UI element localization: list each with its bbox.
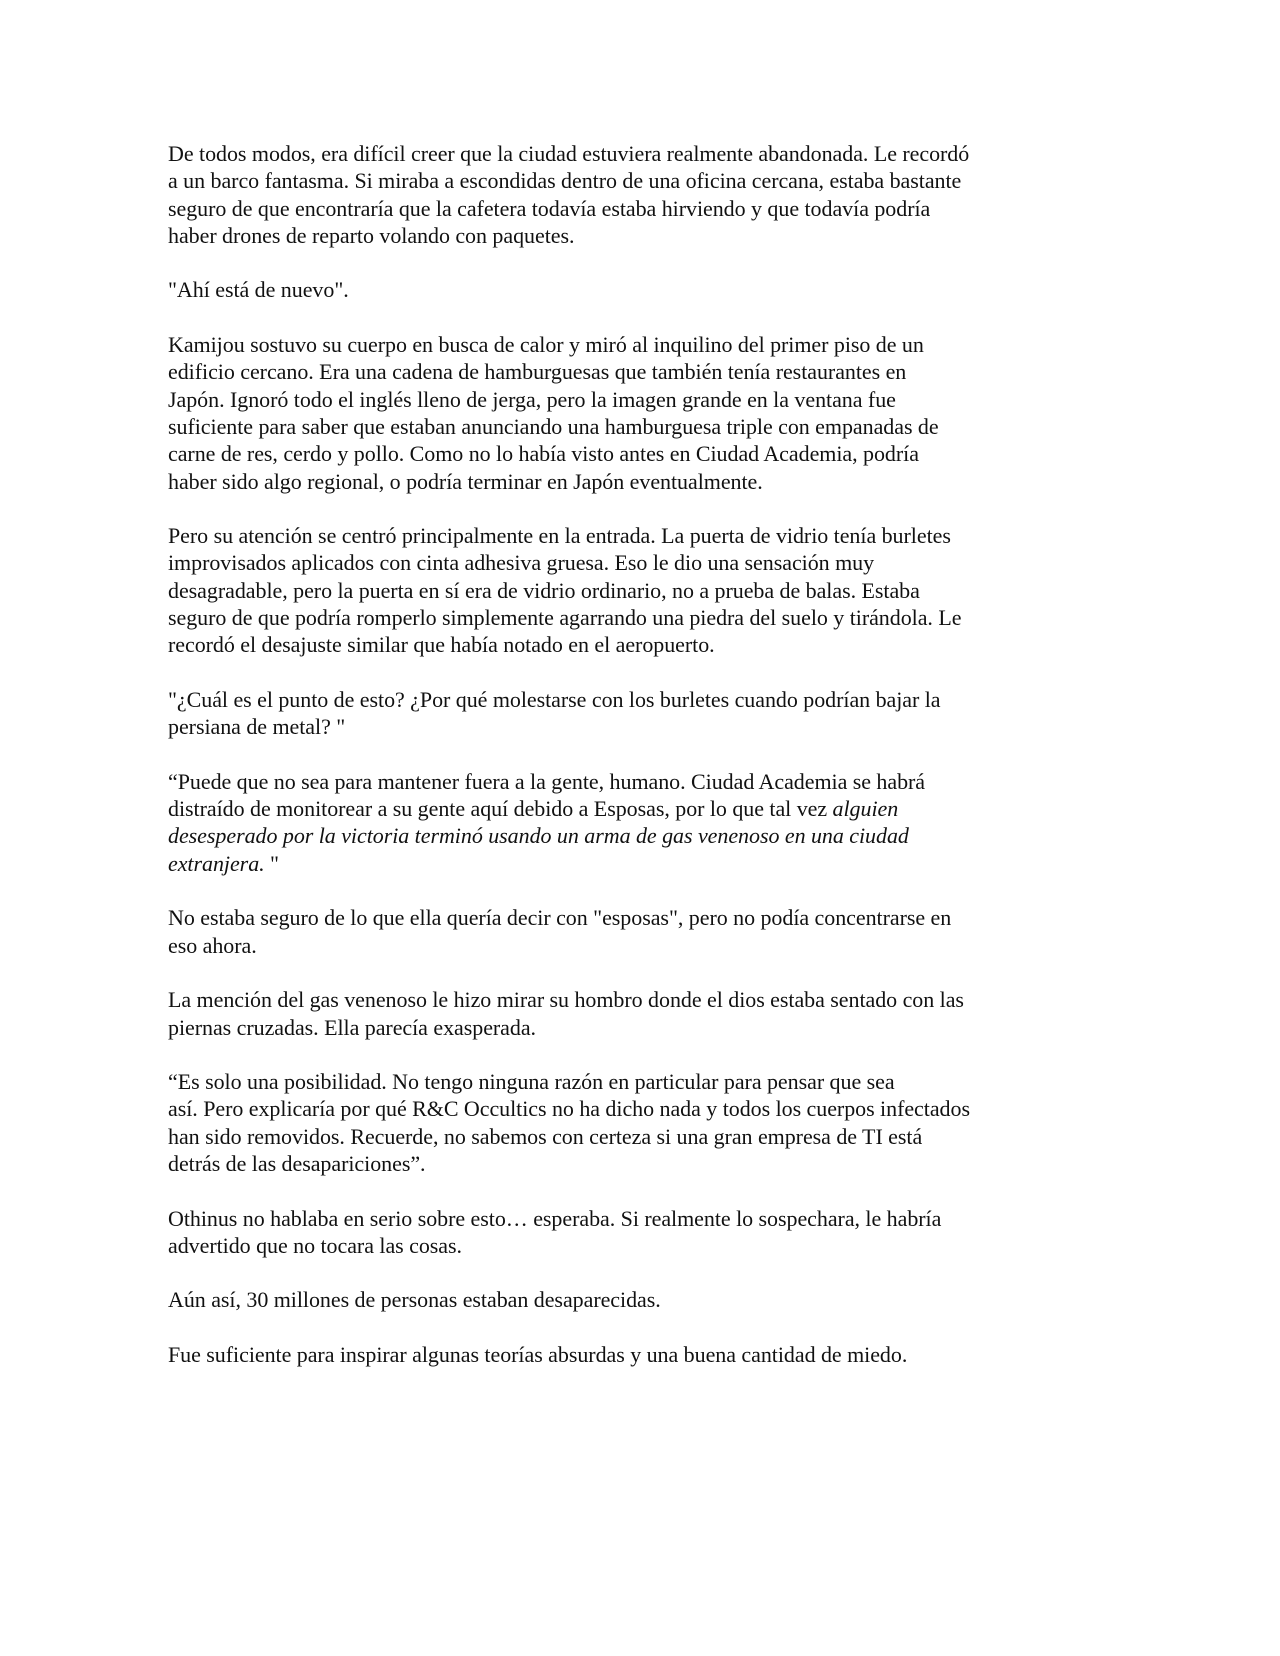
paragraph-10 xyxy=(168,1205,1068,1260)
text-line: haber drones de reparto volando con paquetes. xyxy=(168,222,575,248)
text-line: suficiente para saber que estaban anunciando una hamburguesa triple con empanadas de xyxy=(168,413,939,439)
text-line: Japón. Ignoró todo el inglés lleno de jerga, pero la imagen grande en la ventana fue xyxy=(168,386,896,412)
paragraph-6 xyxy=(168,768,1068,877)
text-line: recordó el desajuste similar que había notado en el aeropuerto. xyxy=(168,632,715,658)
text-line: carne de res, cerdo y pollo. Como no lo había visto antes en Ciudad Academia, podría xyxy=(168,441,919,467)
text-line: “Es solo una posibilidad. No tengo ninguna razón en particular para pensar que sea xyxy=(168,1069,895,1095)
text-line: improvisados aplicados con cinta adhesiva gruesa. Eso le dio una sensación muy xyxy=(168,550,875,576)
text-line: De todos modos, era difícil creer que la ciudad estuviera realmente abandonada. Le recordó xyxy=(168,141,970,166)
paragraph-8 xyxy=(168,986,1068,1041)
text-normal: “Puede que no sea para mantener fuera a la gente, humano. Ciudad Academia se habrá xyxy=(168,768,926,794)
text-line: Pero su atención se centró principalmente en la entrada. La puerta de vidrio tenía burletes xyxy=(168,523,951,549)
text-line: edificio cercano. Era una cadena de hamburguesas que también tenía restaurantes en xyxy=(168,359,907,385)
text-line xyxy=(168,850,1068,877)
paragraph-5 xyxy=(168,686,1068,741)
paragraph-3 xyxy=(168,331,1068,495)
paragraph-7 xyxy=(168,904,1068,959)
text-line: "Ahí está de nuevo". xyxy=(168,277,349,303)
text-line xyxy=(168,795,1068,822)
text-line: así. Pero explicaría por qué R&C Occultics no ha dicho nada y todos los cuerpos infectados xyxy=(168,1096,970,1122)
paragraph-2 xyxy=(168,276,1068,303)
text-line: Othinus no hablaba en serio sobre esto… esperaba. Si realmente lo sospechara, le habría xyxy=(168,1205,942,1231)
text-line: piernas cruzadas. Ella parecía exasperada. xyxy=(168,1014,537,1040)
text-line: eso ahora. xyxy=(168,932,257,958)
text-line xyxy=(168,768,1068,795)
text-line: detrás de las desapariciones”. xyxy=(168,1150,426,1176)
text-normal: distraído de monitorear a su gente aquí debido a Esposas, por lo que tal vez xyxy=(168,796,833,822)
text-line: persiana de metal? " xyxy=(168,714,346,740)
paragraph-4 xyxy=(168,522,1068,658)
paragraph-9 xyxy=(168,1068,1068,1177)
paragraph-1 xyxy=(168,140,1068,249)
text-line: "¿Cuál es el punto de esto? ¿Por qué molestarse con los burletes cuando podrían bajar la xyxy=(168,686,941,712)
document-page xyxy=(168,140,1068,1396)
paragraph-11 xyxy=(168,1286,1068,1313)
text-line: Kamijou sostuvo su cuerpo en busca de calor y miró al inquilino del primer piso de un xyxy=(168,332,924,358)
text-line: seguro de que encontraría que la cafetera todavía estaba hirviendo y que todavía podría xyxy=(168,195,931,221)
text-line: desagradable, pero la puerta en sí era de vidrio ordinario, no a prueba de balas. Estaba xyxy=(168,577,920,603)
text-line: seguro de que podría romperlo simplemente agarrando una piedra del suelo y tirándola. Le xyxy=(168,605,962,631)
text-line: a un barco fantasma. Si miraba a escondidas dentro de una oficina cercana, estaba bastante xyxy=(168,168,962,194)
text-line: Aún así, 30 millones de personas estaban desaparecidas. xyxy=(168,1287,661,1313)
text-line: Fue suficiente para inspirar algunas teorías absurdas y una buena cantidad de miedo. xyxy=(168,1342,908,1368)
text-normal: " xyxy=(264,850,279,876)
text-line xyxy=(168,822,1068,849)
paragraph-12 xyxy=(168,1341,1068,1368)
text-line: han sido removidos. Recuerde, no sabemos con certeza si una gran empresa de TI está xyxy=(168,1123,923,1149)
text-line: La mención del gas venenoso le hizo mirar su hombro donde el dios estaba sentado con las xyxy=(168,987,964,1013)
text-line: advertido que no tocara las cosas. xyxy=(168,1232,462,1258)
text-italic: desesperado por la victoria terminó usando un arma de gas venenoso en una ciudad xyxy=(168,823,909,849)
text-line: haber sido algo regional, o podría terminar en Japón eventualmente. xyxy=(168,468,763,494)
text-italic: alguien xyxy=(832,796,899,822)
text-italic: extranjera. xyxy=(168,850,265,876)
text-line: No estaba seguro de lo que ella quería decir con "esposas", pero no podía concentrarse en xyxy=(168,905,952,931)
